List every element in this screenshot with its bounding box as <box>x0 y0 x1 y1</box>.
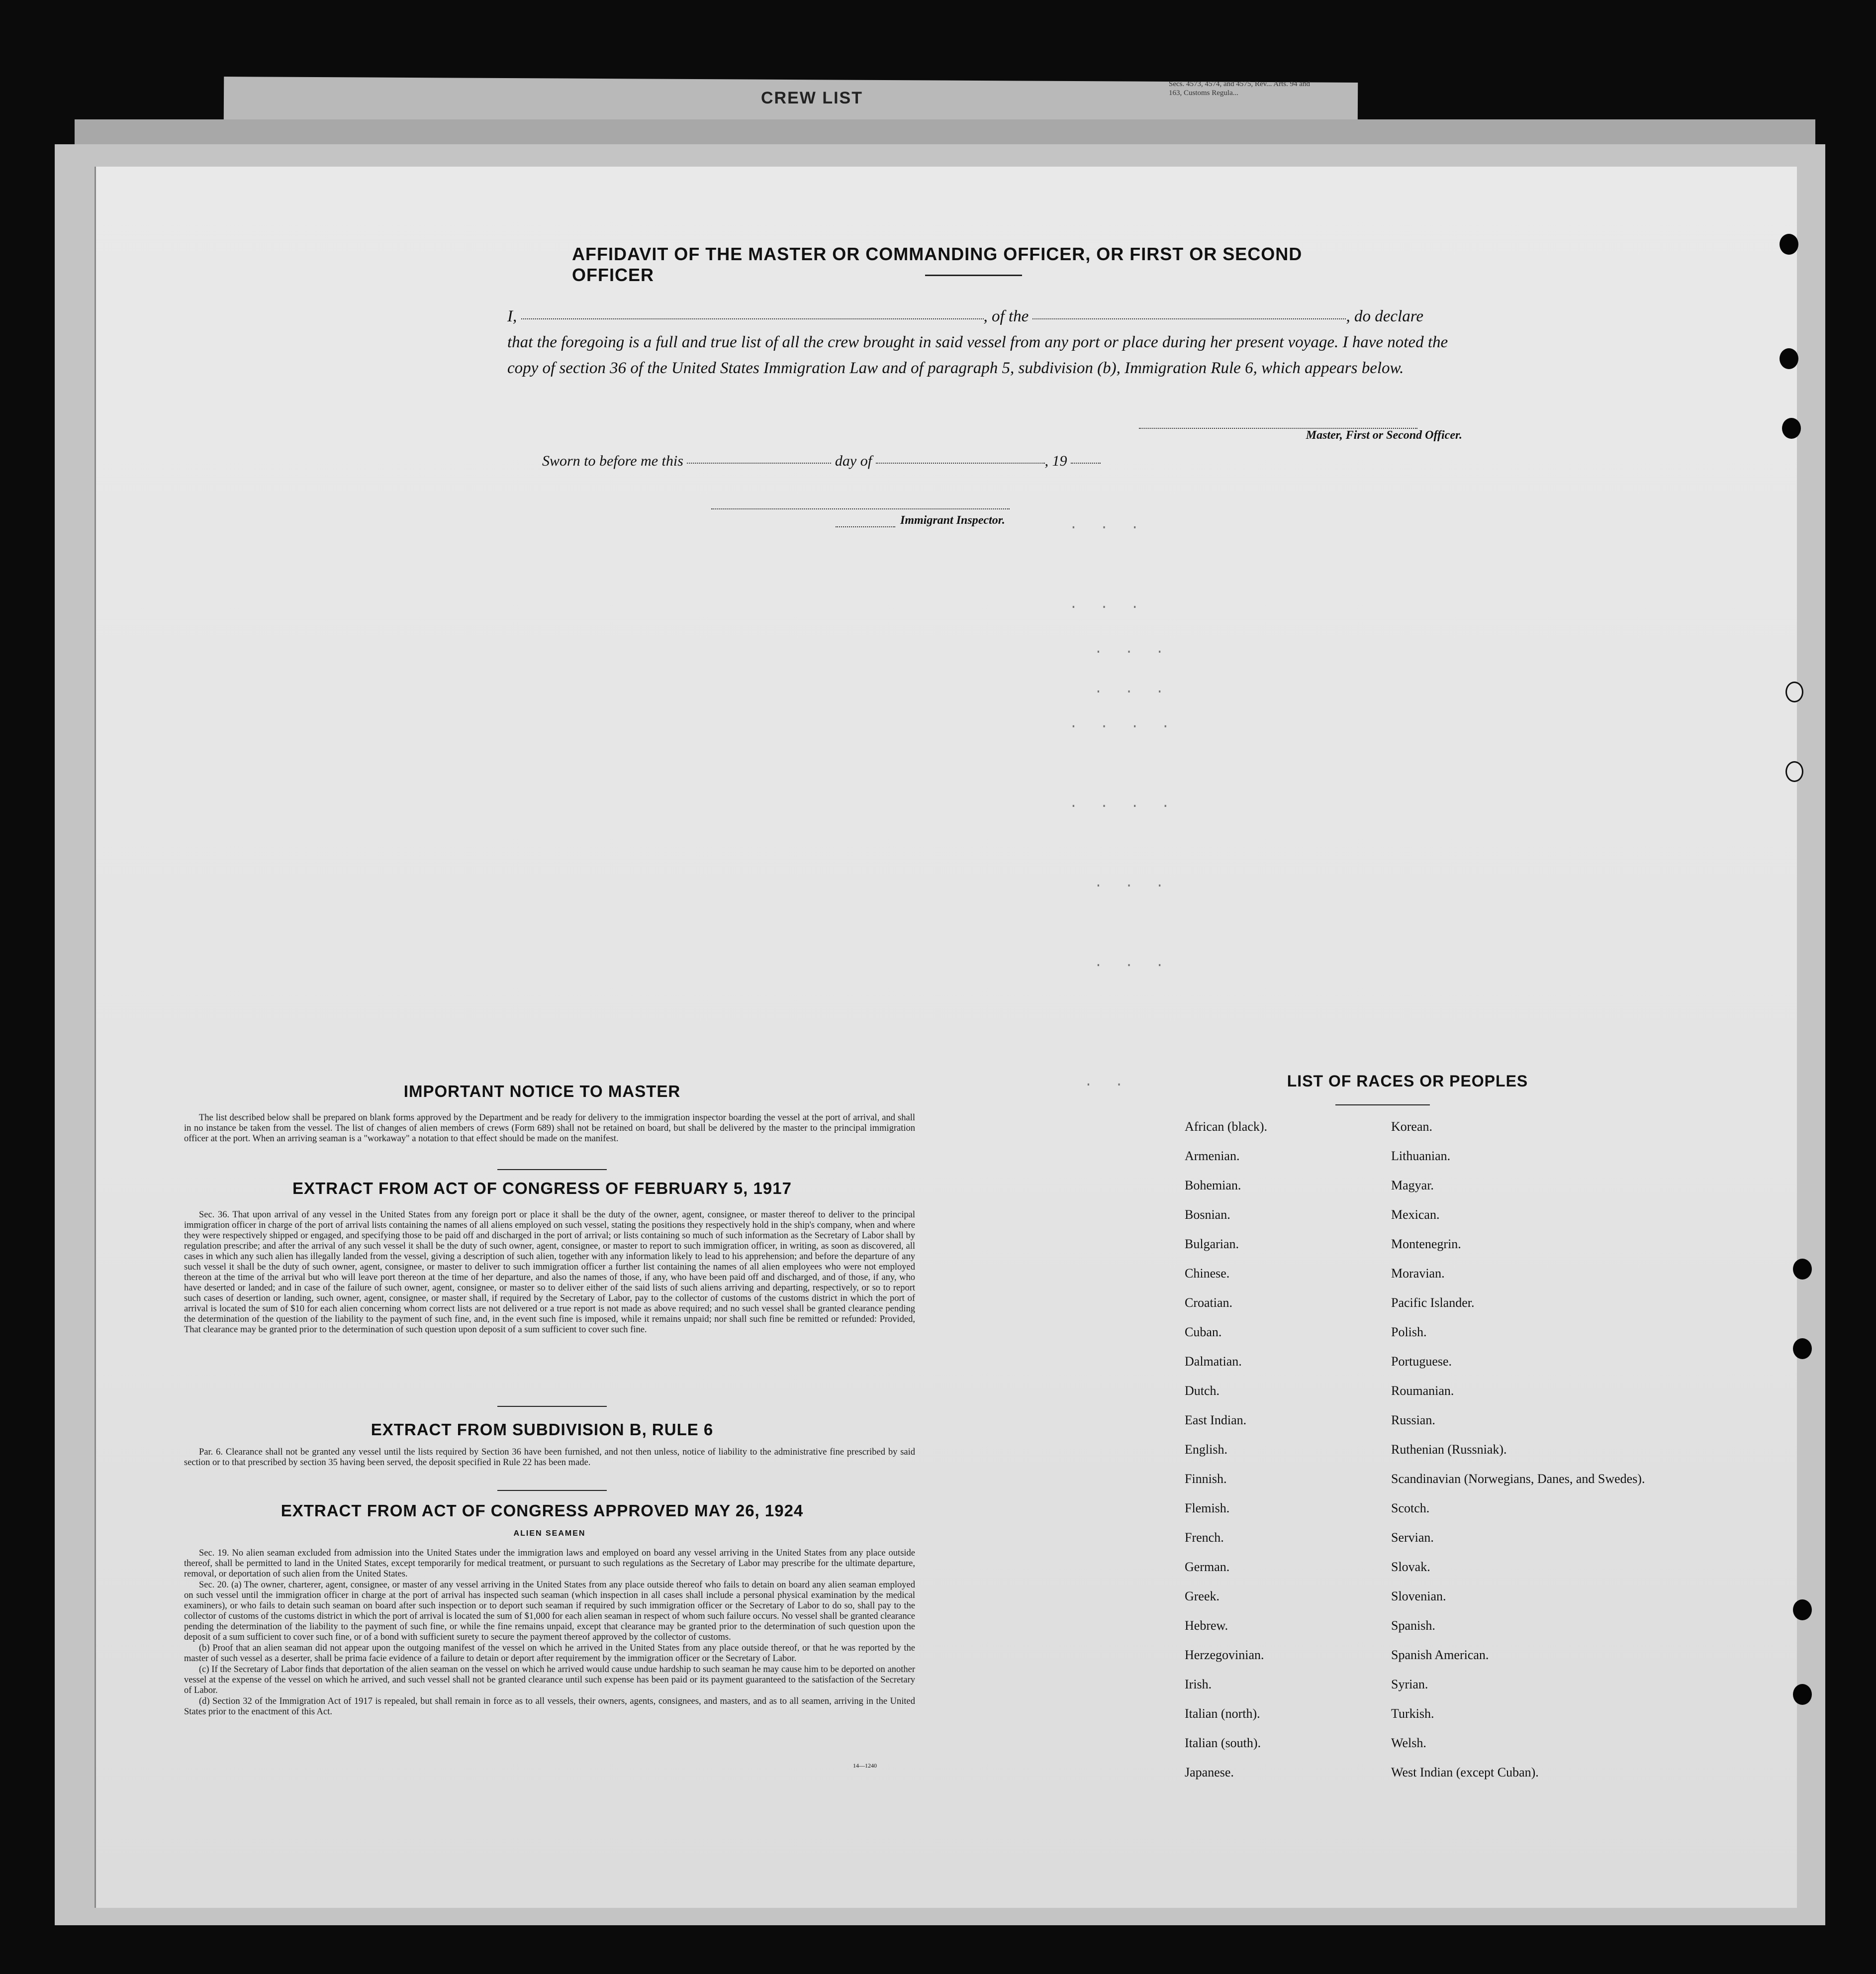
notice-paragraph: The list described below shall be prepared on blank forms approved by the Department and be ready for delivery to the immigration inspector boarding the vessel at the port of arrival, and shall in no instance be taken from the vessel. The list of changes of alien members of crews (Form 689) shall not be retained on board, but shall be delivered by the master to the principal immigration officer at the port. When an arriving seaman is a "workaway" a notation to that effect should be made on the manifest. <box>184 1113 915 1144</box>
section-rule <box>497 1406 607 1407</box>
race-item: Flemish. <box>1185 1501 1230 1515</box>
race-item: Russian. <box>1391 1413 1435 1427</box>
race-item: Croatian. <box>1185 1295 1233 1310</box>
inspector-signature-line <box>711 508 1010 509</box>
sworn-label: Sworn to before me this <box>542 453 683 469</box>
race-item: Roumanian. <box>1391 1383 1454 1398</box>
race-item: Cuban. <box>1185 1325 1222 1339</box>
do-declare-label: , do declare <box>1346 307 1423 325</box>
master-signature-label: Master, First or Second Officer. <box>1306 429 1462 442</box>
bleed-dots: . . . . <box>1069 796 1177 811</box>
name-blank <box>521 318 984 319</box>
extract-1917-paragraph: Sec. 36. That upon arrival of any vessel in the United States from any foreign port or place it shall be the duty of the owner, agent, consignee, or master thereof to deliver to the principal immigration officer in charge of the port of arrival lists containing the names of all aliens employed on such vessel, stating the positions they respectively hold in the ship's company, when and where they were respectively shipped or engaged, and specifying those to be paid off and discharged in the port of arrival; or lists containing so much of such information as the Secretary of Labor shall by regulation prescribe; and after the arrival of any such vessel it shall be the duty of such owner, agent, consignee, or master to report to such immigration officer, in writing, as soon as discovered, all cases in which any such alien has illegally landed from the vessel, giving a description of such alien, together with any information likely to lead to his apprehension; and before the departure of any such vessel it shall be the duty of such owner, agent, consignee, or master to deliver to such immigration officer a further list containing the names of all alien employees who were not employed thereon at the time of the arrival but who will leave port thereon at the time of her departure, and also the names of those, if any, who have been paid off and discharged, and of those, if any, who have deserted or landed; and in case of the failure of such owner, agent, consignee, or master so to deliver either of the said lists of such aliens arriving and departing, respectively, or so to report such cases of desertion or landing, such owner, agent, consignee, or master shall, if required by the Secretary of Labor, pay to the collector of customs of the customs district in which the port of arrival is located the sum of $10 for each alien concerning whom correct lists are not delivered or a true report is not made as above required; and no such vessel shall be granted clearance pending the determination of the question of the liability to the payment of such fine, and, in the event such fine is imposed, while it remains unpaid; nor shall such fine be remitted or refunded: Provided, That clearance may be granted prior to the determination of such question upon deposit of a sum sufficient to cover such fine. <box>184 1210 915 1335</box>
race-item: Irish. <box>1185 1677 1212 1691</box>
race-item: Dutch. <box>1185 1383 1220 1398</box>
punch-hole <box>1782 418 1801 439</box>
section-rule <box>497 1169 607 1170</box>
extract-1924-text <box>184 1548 915 1718</box>
year-label: , 19 <box>1044 453 1067 469</box>
extract-rule6-title: EXTRACT FROM SUBDIVISION B, RULE 6 <box>371 1420 714 1439</box>
day-of-label: day of <box>835 453 872 469</box>
day-blank <box>687 462 831 464</box>
title-rule <box>925 275 1022 276</box>
race-item: Bosnian. <box>1185 1207 1230 1222</box>
race-item: Moravian. <box>1391 1266 1445 1281</box>
race-item: Korean. <box>1391 1119 1433 1134</box>
race-item: English. <box>1185 1442 1227 1457</box>
race-item: Servian. <box>1391 1530 1434 1545</box>
notice-title: IMPORTANT NOTICE TO MASTER <box>403 1082 681 1100</box>
punch-hole <box>1785 682 1803 702</box>
race-item: Magyar. <box>1391 1178 1434 1192</box>
statute-reference: Secs. 4573, 4574, and 4575, Rev... Arts. 94 and 163, Customs Regula... <box>1169 80 1311 97</box>
alien-seamen-subtitle: ALIEN SEAMEN <box>513 1529 586 1538</box>
punch-hole <box>1793 1338 1812 1359</box>
sec-20b-paragraph: (b) Proof that an alien seaman did not appear upon the outgoing manifest of the vessel on which he arrived in the United States from any place outside thereof, or that he was reported by the master of such vessel as a deserter, shall be prima facie evidence of a failure to detain or deport after requirement by the immigration officer or the Secretary of Labor. <box>184 1643 915 1664</box>
affidavit-title: AFFIDAVIT OF THE MASTER OR COMMANDING OFFICER, OR FIRST OR SECOND OFFICER <box>572 244 1303 285</box>
race-item: Turkish. <box>1391 1706 1434 1721</box>
races-right-column <box>1391 1119 1645 1794</box>
race-item: Welsh. <box>1391 1736 1426 1750</box>
race-item: Italian (north). <box>1185 1706 1260 1721</box>
punch-hole <box>1793 1599 1812 1620</box>
sec-20a-paragraph: Sec. 20. (a) The owner, charterer, agent, consignee, or master of any vessel arriving in the United States from any place outside thereof who fails to detain on board any alien seaman employed on such vessel until the immigration officer in charge at the port of arrival has inspected such seaman (which inspection in all cases shall include a personal physical examination by the medical examiners), or who fails to detain such seaman on board after such inspection or to deport such seaman if required by such immigration officer or the Secretary of Labor to do so, shall pay to the collector of customs of the customs district in which the port of arrival is located the sum of $1,000 for each alien seaman in respect of whom such failure occurs. No vessel shall be granted clearance pending the determination of the liability to the payment of such fine, or while the fine remains unpaid, except that clearance may be granted prior to the determination of such question upon the deposit of a sum sufficient to cover such fine, or of a bond with sufficient surety to secure the payment thereof approved by the collector of customs. <box>184 1580 915 1642</box>
form-number: 14—1240 <box>853 1762 877 1769</box>
section-rule <box>497 1490 607 1491</box>
race-item: Hebrew. <box>1185 1618 1228 1633</box>
sec-20c-paragraph: (c) If the Secretary of Labor finds that deportation of the alien seaman on the vessel on which he arrived would cause undue hardship to such seaman he may cause him to be deported on another vessel at the expense of the vessel on which he arrived, and such vessel shall not be granted clearance until such expense has been paid or its payment guaranteed to the satisfaction of the Secretary of Labor. <box>184 1665 915 1695</box>
notice-text <box>184 1113 915 1145</box>
inspector-lead-line <box>836 526 895 527</box>
sec-20d-paragraph: (d) Section 32 of the Immigration Act of 1917 is repealed, but shall remain in force as to all vessels, their owners, agents, consignees, and masters, and as to all seamen, arriving in the United States prior to the enactment of this Act. <box>184 1696 915 1717</box>
bleed-dots: . . . <box>1094 642 1171 657</box>
race-item: Slovak. <box>1391 1560 1430 1574</box>
vessel-blank <box>1032 318 1346 319</box>
bleed-dots: . . . <box>1094 876 1171 891</box>
punch-hole <box>1780 348 1798 369</box>
race-item: Bulgarian. <box>1185 1237 1239 1251</box>
sworn-line <box>542 453 1238 470</box>
bleed-dots: . . <box>1084 1075 1130 1090</box>
race-item: Armenian. <box>1185 1149 1240 1163</box>
extract-1917-title: EXTRACT FROM ACT OF CONGRESS OF FEBRUARY 5, 1917 <box>292 1179 792 1197</box>
race-item: Herzegovinian. <box>1185 1648 1264 1662</box>
race-item: Finnish. <box>1185 1472 1227 1486</box>
race-item: Spanish American. <box>1391 1648 1489 1662</box>
affidavit-declaration <box>507 303 1462 381</box>
race-item: West Indian (except Cuban). <box>1391 1765 1539 1779</box>
extract-1917-text <box>184 1210 915 1336</box>
race-item: Lithuanian. <box>1391 1149 1451 1163</box>
race-item: Montenegrin. <box>1391 1237 1461 1251</box>
bleed-dots: . . . <box>1069 517 1146 533</box>
race-item: Italian (south). <box>1185 1736 1261 1750</box>
race-item: East Indian. <box>1185 1413 1247 1427</box>
race-item: Greek. <box>1185 1589 1220 1603</box>
month-blank <box>876 462 1045 464</box>
punch-hole <box>1793 1684 1812 1705</box>
of-the-label: , of the <box>983 307 1029 325</box>
race-item: German. <box>1185 1560 1230 1574</box>
race-item: Portuguese. <box>1391 1354 1452 1369</box>
extract-1924-title: EXTRACT FROM ACT OF CONGRESS APPROVED MAY 26, 1924 <box>281 1501 804 1520</box>
declaration-text: that the foregoing is a full and true list of all the crew brought in said vessel from any port or place during her present voyage. I have noted the copy of section 36 of the United States Immigration Law and of paragraph 5, subdivision (b), Immigration Rule 6, which appears below. <box>507 333 1448 377</box>
race-item: Dalmatian. <box>1185 1354 1242 1369</box>
i-label: I, <box>507 307 517 325</box>
race-item: Polish. <box>1391 1325 1427 1339</box>
extract-rule6-text <box>184 1447 915 1469</box>
race-item: Mexican. <box>1391 1207 1440 1222</box>
year-blank <box>1071 462 1101 464</box>
race-item: French. <box>1185 1530 1224 1545</box>
punch-hole <box>1780 234 1798 255</box>
race-item: Japanese. <box>1185 1765 1234 1779</box>
race-item: Pacific Islander. <box>1391 1295 1475 1310</box>
inspector-label: Immigrant Inspector. <box>900 514 1005 527</box>
sec-19-paragraph: Sec. 19. No alien seaman excluded from admission into the United States under the immigration laws and employed on board any vessel arriving in the United States from any place outside thereof, shall be permitted to land in the United States, except temporarily for medical treatment, or pursuant to such regulations as the Secretary of Labor may prescribe for the ultimate departure, removal, or deportation of such alien from the United States. <box>184 1548 915 1579</box>
race-item: Spanish. <box>1391 1618 1435 1633</box>
bleed-dots: . . . . <box>1069 716 1177 732</box>
punch-hole <box>1785 761 1803 782</box>
race-item: Bohemian. <box>1185 1178 1241 1192</box>
races-title: LIST OF RACES OR PEOPLES <box>1287 1072 1528 1090</box>
crew-list-heading: CREW LIST <box>761 89 863 107</box>
race-item: Ruthenian (Russniak). <box>1391 1442 1507 1457</box>
race-item: Scotch. <box>1391 1501 1430 1515</box>
race-item: Scandinavian (Norwegians, Danes, and Swedes). <box>1391 1472 1645 1486</box>
races-title-rule <box>1335 1104 1430 1105</box>
races-left-column <box>1185 1119 1267 1794</box>
extract-rule6-paragraph: Par. 6. Clearance shall not be granted any vessel until the lists required by Section 36 have been furnished, and not then unless, notice of liability to the administrative fine prescribed by said section or to that prescribed by section 35 having been served, the deposit specified in Rule 22 has been made. <box>184 1447 915 1468</box>
punch-hole <box>1793 1259 1812 1280</box>
race-item: African (black). <box>1185 1119 1268 1134</box>
bleed-dots: . . . <box>1069 597 1146 612</box>
race-item: Slovenian. <box>1391 1589 1446 1603</box>
bleed-dots: . . . <box>1094 955 1171 971</box>
bleed-dots: . . . <box>1094 682 1171 697</box>
race-item: Syrian. <box>1391 1677 1428 1691</box>
race-item: Chinese. <box>1185 1266 1230 1281</box>
